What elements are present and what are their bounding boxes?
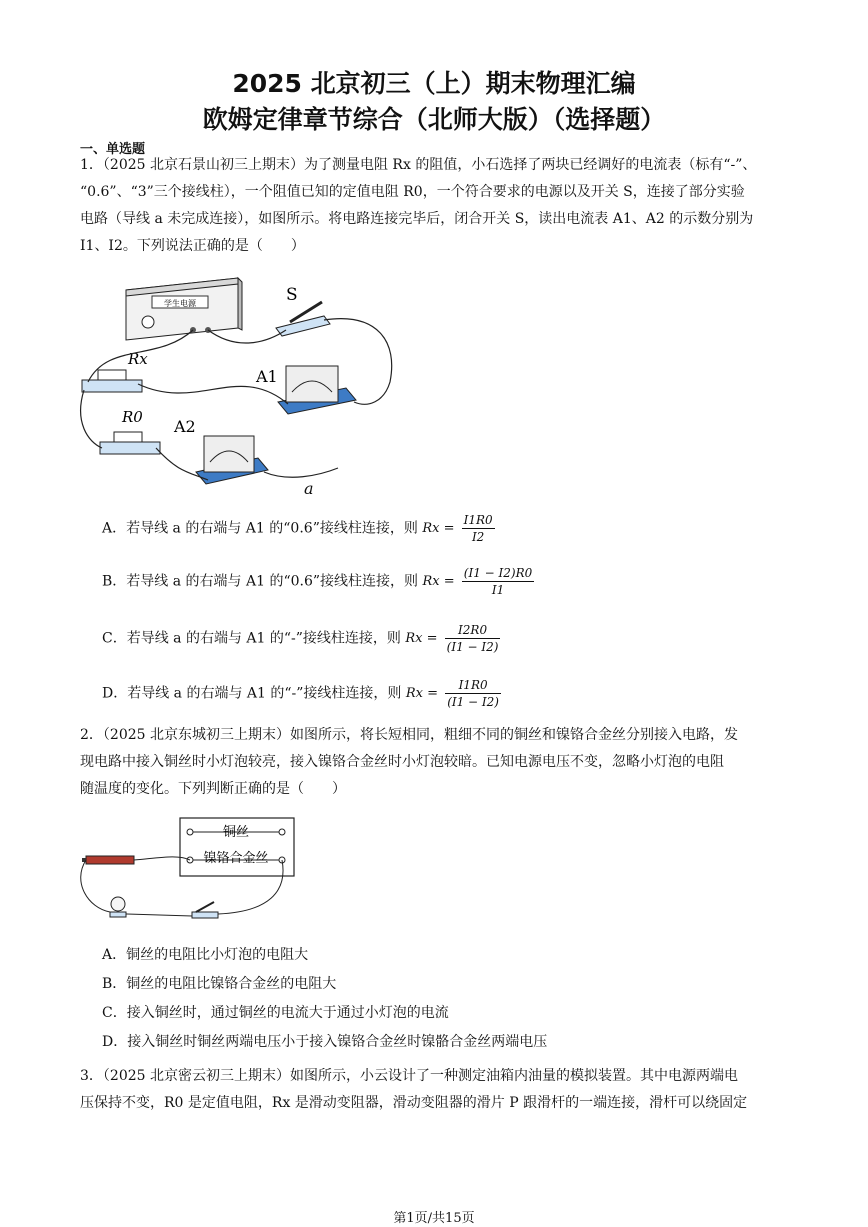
question-2-stem — [80, 722, 792, 803]
q1-option-b[interactable] — [102, 566, 534, 597]
formula-lhs: Rx = — [422, 574, 455, 589]
q2-line3: 随温度的变化。下列判断正确的是（ ） — [80, 781, 346, 797]
resistor-rx — [82, 350, 148, 392]
bulb — [110, 897, 126, 917]
q2-option-b[interactable]: B．铜丝的电阻比镍铬合金丝的电阻大 — [102, 976, 337, 992]
q2-switch — [192, 902, 218, 918]
q1-option-c-text: C．若导线 a 的右端与 A1 的“-”接线柱连接，则 — [102, 630, 401, 647]
q2-option-a[interactable]: A．铜丝的电阻比小灯泡的电阻大 — [102, 947, 309, 963]
q1-line1: 1．（2025 北京石景山初三上期末）为了测量电阻 Rx 的阻值，小石选择了两块已经调好的电流表（标有“-”、 — [80, 157, 757, 173]
formula-denominator: (I1 − I2) — [447, 695, 499, 709]
q1-circuit-figure — [78, 272, 408, 502]
formula-lhs: Rx = — [422, 521, 455, 536]
page-title-line1: 2025 北京初三（上）期末物理汇编 — [232, 69, 636, 98]
q1-line3: 电路（导线 a 未完成连接），如图所示。将电路连接完毕后，闭合开关 S，读出电流表 A1、A2 的示数分别为 — [80, 211, 754, 227]
q2-option-c[interactable]: C．接入铜丝时，通过铜丝的电流大于通过小灯泡的电流 — [102, 1005, 449, 1021]
q1-option-d-text: D．若导线 a 的右端与 A1 的“-”接线柱连接，则 — [102, 685, 402, 702]
copper-wire-label: 铜丝 — [222, 825, 250, 840]
q1-option-d[interactable] — [102, 678, 501, 709]
q3-line1: 3．（2025 北京密云初三上期末）如图所示，小云设计了一种测定油箱内油量的模拟装置。其中电源两端电 — [80, 1068, 738, 1084]
q1-option-a[interactable] — [102, 513, 495, 544]
q1-option-a-formula — [422, 513, 494, 544]
formula-denominator: (I1 − I2) — [446, 640, 499, 654]
switch-label: S — [286, 285, 298, 305]
formula-numerator: I2R0 — [445, 623, 501, 639]
formula-numerator: I1R0 — [463, 513, 493, 527]
formula-numerator: I1R0 — [445, 678, 501, 694]
formula-lhs: Rx = — [405, 631, 438, 646]
switch — [276, 285, 330, 336]
q3-line2: 压保持不变，R0 是定值电阻，Rx 是滑动变阻器，滑动变阻器的滑片 P 跟滑杆的一端连接，滑杆可以绕固定 — [80, 1095, 748, 1111]
q1-option-b-formula — [422, 566, 534, 597]
q2-line1: 2．（2025 北京东城初三上期末）如图所示，将长短相同，粗细不同的铜丝和镍铬合金丝分别接入电路，发 — [80, 727, 738, 743]
formula-numerator: (I1 − I2)R0 — [463, 566, 533, 580]
q1-option-c-formula — [405, 623, 500, 654]
power-supply-label: 学生电源 — [164, 299, 196, 308]
q1-option-c[interactable] — [102, 623, 500, 654]
rx-label: Rx — [128, 350, 148, 368]
q1-option-d-formula — [406, 678, 501, 709]
r0-label: R0 — [122, 408, 143, 426]
page-footer: 第1页/共15页 — [393, 1211, 475, 1226]
ammeter-a1 — [255, 366, 356, 414]
section-heading: 一、单选题 — [80, 142, 146, 157]
q1-line4: I1、I2。下列说法正确的是（ ） — [80, 238, 305, 254]
nichrome-wire-label: 镍铬合金丝 — [203, 851, 269, 866]
wire-a-label: a — [304, 479, 314, 498]
q2-line2: 现电路中接入铜丝时小灯泡较亮，接入镍铬合金丝时小灯泡较暗。已知电源电压不变，忽略小灯泡的电阻 — [80, 754, 724, 770]
formula-lhs: Rx = — [405, 686, 439, 701]
ammeter-a2 — [173, 417, 268, 484]
page-title-line2: 欧姆定律章节综合（北师大版）（选择题） — [202, 105, 666, 134]
question-1-stem — [80, 152, 792, 260]
q2-option-d[interactable]: D．接入铜丝时铜丝两端电压小于接入镍铬合金丝时镍骼合金丝两端电压 — [102, 1034, 548, 1050]
formula-denominator: I2 — [471, 530, 485, 544]
battery — [82, 856, 134, 864]
q1-option-b-text: B．若导线 a 的右端与 A1 的“0.6”接线柱连接，则 — [102, 573, 419, 590]
resistor-r0 — [100, 408, 160, 454]
formula-denominator: I1 — [491, 583, 505, 597]
power-supply — [126, 278, 242, 340]
a1-label: A1 — [256, 367, 278, 386]
q1-option-a-text: A．若导线 a 的右端与 A1 的“0.6”接线柱连接，则 — [102, 520, 418, 537]
a2-label: A2 — [174, 417, 196, 436]
q2-circuit-figure — [78, 812, 298, 932]
question-3-stem — [80, 1063, 792, 1117]
q1-line2: “0.6”、“3”三个接线柱），一个阻值已知的定值电阻 R0，一个符合要求的电源以及开关 S，连接了部分实验 — [80, 184, 745, 200]
